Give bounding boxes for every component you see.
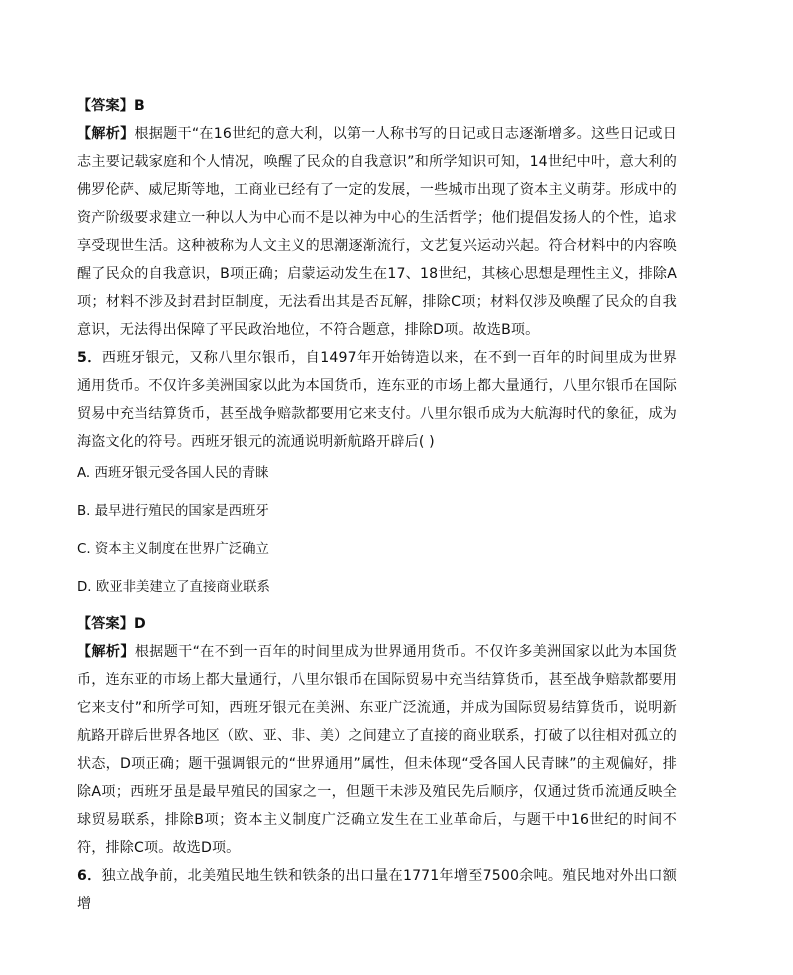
question-number: 5． — [77, 350, 102, 366]
analysis-label: 【解析】 — [77, 126, 135, 142]
answer-value: D — [133, 616, 146, 632]
question-stem: 独立战争前，北美殖民地生铁和铁条的出口量在1771年增至7500余吨。殖民地对外出口额增 — [77, 868, 678, 912]
q5-stem — [77, 344, 677, 456]
q4-analysis — [77, 120, 677, 344]
analysis-text: 根据题干“在16世纪的意大利，以第一人称书写的日记或日志逐渐增多。这些日记或日志主要记载家庭和个人情况，唤醒了民众的自我意识”和所学知识可知，14世纪中叶，意大利的佛罗伦萨、威尼斯等地，工商业已经有了一定的发展，一些城市出现了资本主义萌芽。形成中的资产阶级要求建立一种以人为中心而不是以神为中心的生活哲学；他们提倡发扬人的个性，追求享受现世生活。这种被称为人文主义的思潮逐渐流行，文艺复兴运动兴起。符合材料中的内容唤醒了民众的自我意识，B项正确；启蒙运动发生在17、18世纪，其核心思想是理性主义，排除A项；材料不涉及封君封臣制度，无法看出其是否瓦解，排除C项；材料仅涉及唤醒了民众的自我意识，无法得出保障了平民政治地位，不符合题意，排除D项。故选B项。 — [77, 126, 677, 338]
analysis-text: 根据题干“在不到一百年的时间里成为世界通用货币。不仅许多美洲国家以此为本国货币，连东亚的市场上都大量通行，八里尔银币在国际贸易中充当结算货币，甚至战争赔款都要用它来支付”和所学可知，西班牙银元在美洲、东亚广泛流通，并成为国际贸易结算货币，说明新航路开辟后世界各地区（欧、亚、非、美）之间建立了直接的商业联系，打破了以往相对孤立的状态，D项正确；题干强调银元的“世界通用”属性，但未体现“受各国人民青睐”的主观偏好，排除A项；西班牙虽是最早殖民的国家之一，但题干未涉及殖民先后顺序，仅通过货币流通反映全球贸易联系，排除B项；资本主义制度广泛确立发生在工业革命后，与题干中16世纪的时间不符，排除C项。故选D项。 — [77, 644, 677, 856]
q6-stem — [77, 862, 677, 918]
option-c: C. 资本主义制度在世界广泛确立 — [77, 542, 269, 557]
option-a: A. 西班牙银元受各国人民的青睐 — [77, 466, 269, 481]
q4-answer — [77, 92, 677, 120]
option-b: B. 最早进行殖民的国家是西班牙 — [77, 504, 269, 519]
document-body — [77, 92, 677, 918]
analysis-label: 【解析】 — [77, 644, 135, 660]
answer-value: B — [133, 98, 145, 114]
answer-label: 【答案】 — [77, 98, 134, 114]
answer-label: 【答案】 — [77, 616, 134, 632]
question-stem: 西班牙银元，又称八里尔银币，自1497年开始铸造以来，在不到一百年的时间里成为世界通用货币。不仅许多美洲国家以此为本国货币，连东亚的市场上都大量通行，八里尔银币在国际贸易中充当结算货币，甚至战争赔款都要用它来支付。八里尔银币成为大航海时代的象征，成为海盗文化的符号。西班牙银元的流通说明新航路开辟后( ) — [77, 350, 678, 450]
question-number: 6． — [77, 868, 102, 884]
q5-analysis — [77, 638, 677, 862]
q5-answer — [77, 610, 677, 638]
option-d: D. 欧亚非美建立了直接商业联系 — [77, 580, 270, 595]
